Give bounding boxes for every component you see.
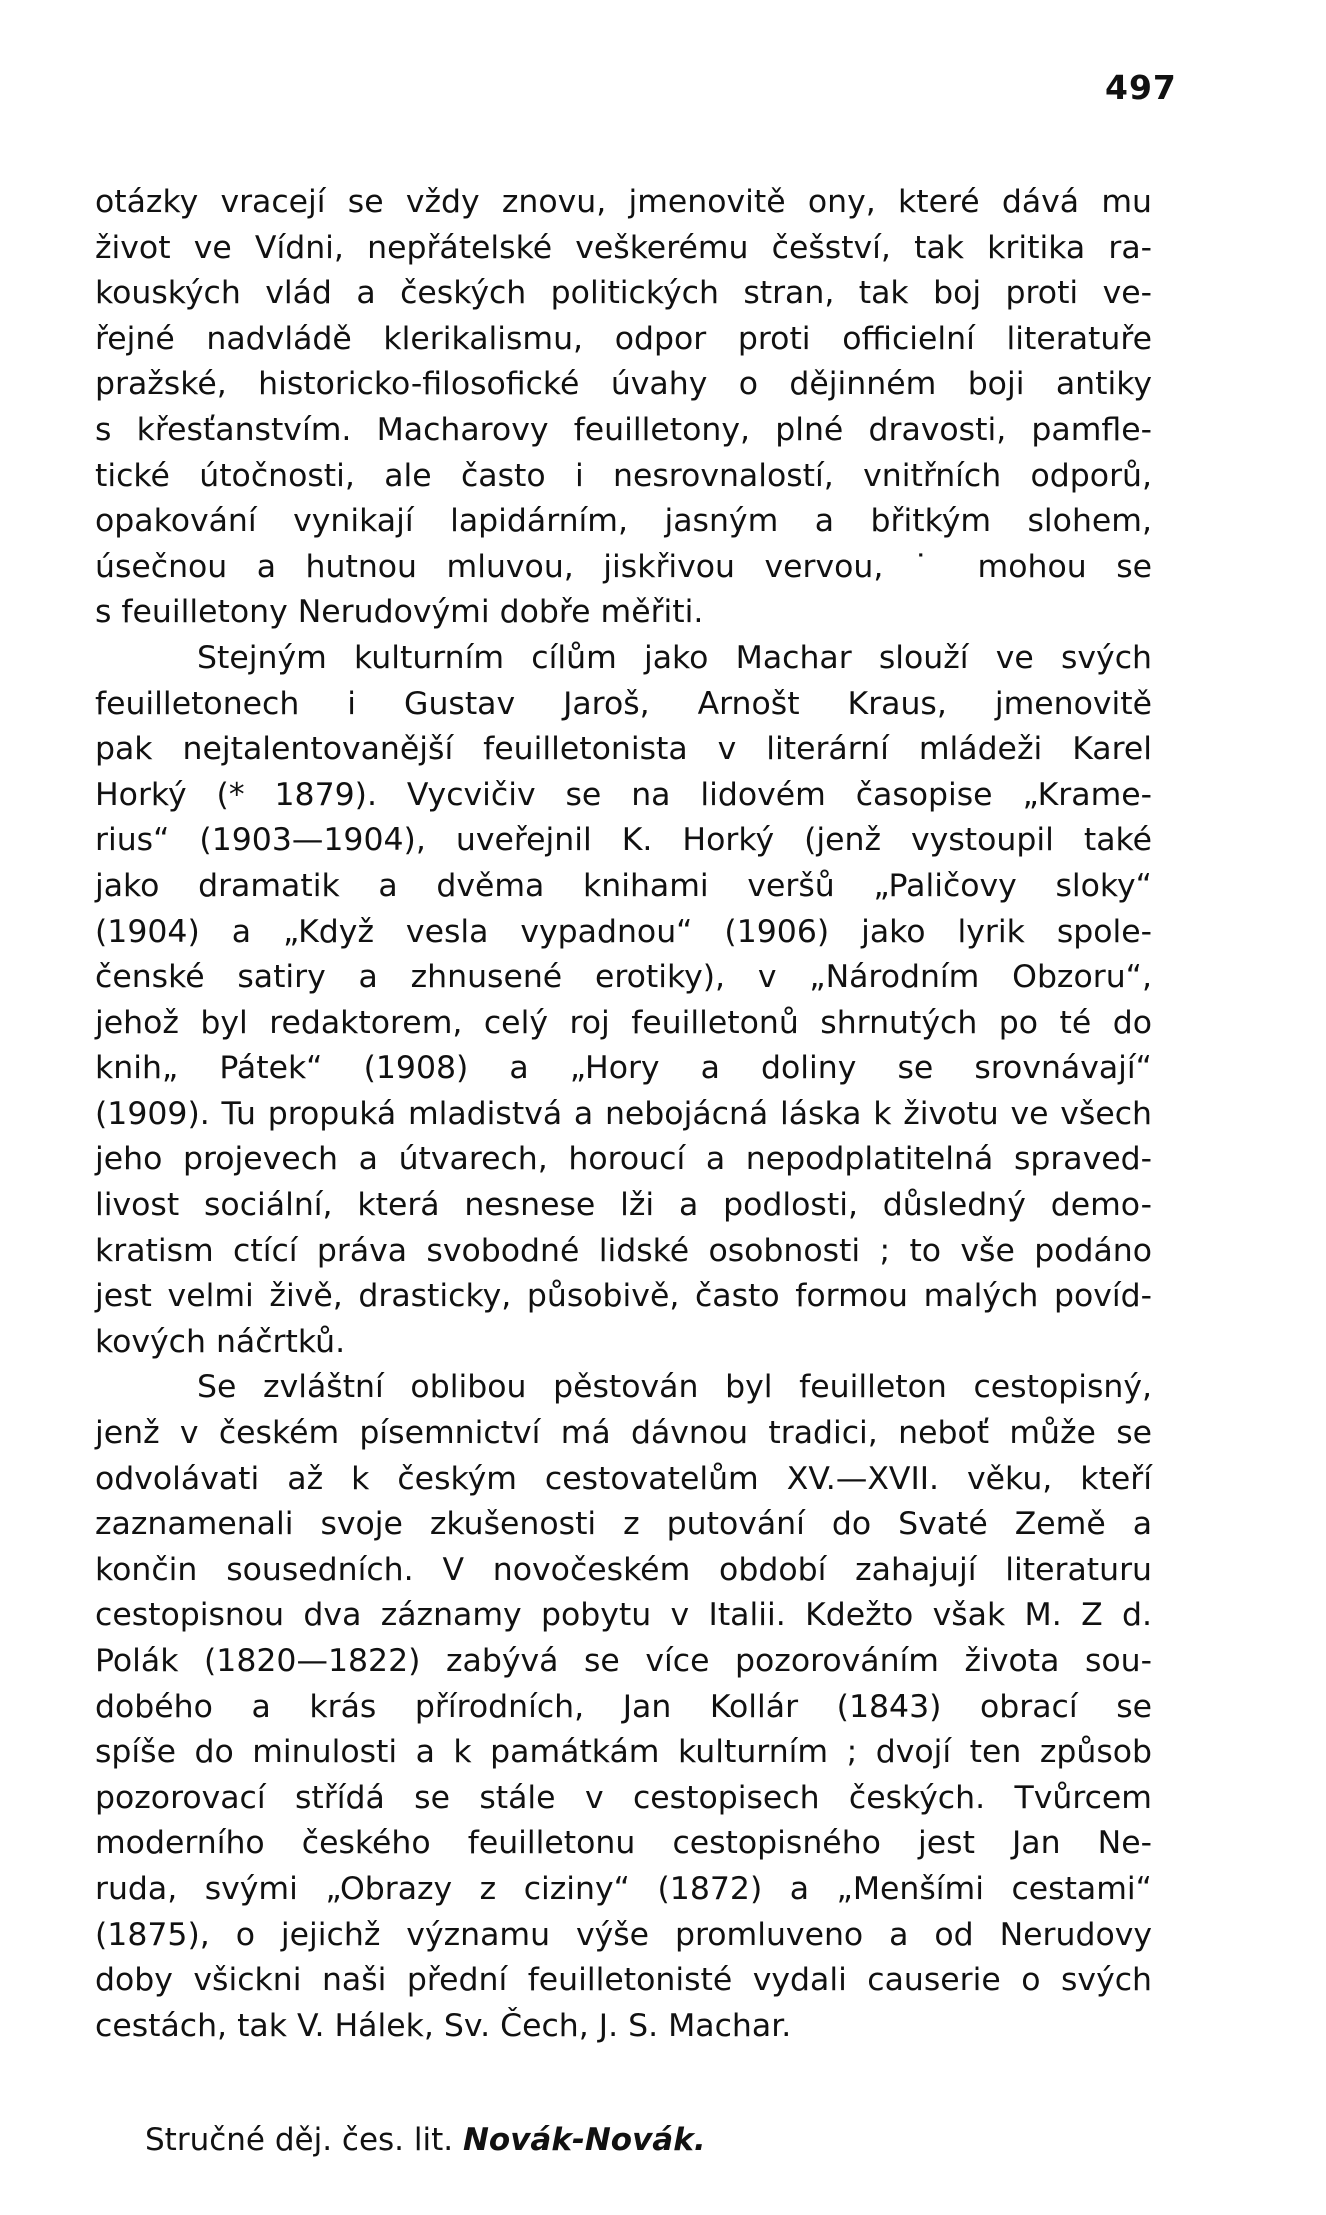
- page-number: 497: [1105, 68, 1177, 107]
- text-line: život ve Vídni, nepřátelské veškerému češství, tak kritika ra-: [95, 229, 1152, 266]
- text-line: knih„ Pátek“ (1908) a „Hory a doliny se srovnávají“: [95, 1050, 1152, 1087]
- paragraph: [95, 1365, 1152, 2049]
- text-line: Se zvláštní oblibou pěstován byl feuilleton cestopisný,: [197, 1369, 1152, 1406]
- text-line: doby všickni naši přední feuilletonisté vydali causerie o svých: [95, 1962, 1152, 1999]
- text-line: úsečnou a hutnou mluvou, jiskřivou vervou, ˙ mohou se: [95, 548, 1152, 585]
- text-line: (1904) a „Když vesla vypadnou“ (1906) jako lyrik spole-: [95, 913, 1152, 950]
- text-line: řejné nadvládě klerikalismu, odpor proti officielní literatuře: [95, 320, 1152, 357]
- text-line: opakování vynikají lapidárním, jasným a břitkým slohem,: [95, 503, 1152, 540]
- text-line: kouských vlád a českých politických stran, tak boj proti ve-: [95, 275, 1152, 312]
- text-line: spíše do minulosti a k památkám kulturním ; dvojí ten způsob: [95, 1734, 1152, 1771]
- text-line: ruda, svými „Obrazy z ciziny“ (1872) a „Menšími cestami“: [95, 1870, 1152, 1907]
- text-line: pozorovací střídá se stále v cestopisech českých. Tvůrcem: [95, 1779, 1152, 1816]
- text-line: odvolávati až k českým cestovatelům XV.—XVII. věku, kteří: [95, 1460, 1152, 1497]
- text-line: jeho projevech a útvarech, horoucí a nepodplatitelná spraved-: [95, 1141, 1152, 1178]
- text-line: kových náčrtků.: [95, 1323, 346, 1360]
- text-line: (1909). Tu propuká mladistvá a nebojácná láska k životu ve všech: [95, 1095, 1152, 1132]
- text-line: livost sociální, která nesnese lži a podlosti, důsledný demo-: [95, 1187, 1152, 1224]
- text-line: cestách, tak V. Hálek, Sv. Čech, J. S. Machar.: [95, 2007, 792, 2044]
- text-line: Polák (1820—1822) zabývá se více pozorováním života sou-: [95, 1643, 1152, 1679]
- text-line: Stejným kulturním cílům jako Machar slouží ve svých: [197, 639, 1152, 676]
- text-line: feuilletonech i Gustav Jaroš, Arnošt Kraus, jmenovitě: [95, 685, 1152, 722]
- text-line: tické útočnosti, ale často i nesrovnalostí, vnitřních odporů,: [95, 457, 1152, 494]
- text-line: Horký (* 1879). Vycvičiv se na lidovém časopise „Krame-: [95, 776, 1152, 813]
- text-line: s křesťanstvím. Macharovy feuilletony, plné dravosti, pamfle-: [95, 411, 1152, 448]
- text-line: kratism ctící práva svobodné lidské osobnosti ; to vše podáno: [95, 1232, 1152, 1269]
- text-line: pak nejtalentovanější feuilletonista v literární mládeži Karel: [95, 731, 1152, 768]
- footer-text: Stručné děj. čes. lit.: [145, 2122, 454, 2158]
- text-line: s feuilletony Nerudovými dobře měřiti.: [95, 594, 704, 631]
- text-line: dobého a krás přírodních, Jan Kollár (1843) obrací se: [95, 1688, 1152, 1725]
- text-line: moderního českého feuilletonu cestopisného jest Jan Ne-: [95, 1825, 1152, 1862]
- footer-signature: [145, 2122, 706, 2158]
- paragraph: [95, 636, 1152, 1366]
- text-line: zaznamenali svoje zkušenosti z putování do Svaté Země a: [95, 1506, 1152, 1543]
- text-line: cestopisnou dva záznamy pobytu v Italii. Kdežto však M. Z d.: [95, 1597, 1152, 1634]
- text-line: (1875), o jejichž významu výše promluveno a od Nerudovy: [95, 1916, 1152, 1953]
- footer-author: Novák-Novák.: [462, 2122, 706, 2158]
- text-line: jehož byl redaktorem, celý roj feuilletonů shrnutých po té do: [95, 1004, 1152, 1041]
- body-text: [95, 180, 1152, 2049]
- text-line: jako dramatik a dvěma knihami veršů „Paličovy sloky“: [95, 867, 1152, 904]
- paragraph: [95, 180, 1152, 636]
- text-line: jest velmi živě, drasticky, působivě, často formou malých povíd-: [95, 1278, 1152, 1315]
- text-line: čenské satiry a zhnusené erotiky), v „Národním Obzoru“,: [95, 959, 1152, 996]
- text-line: rius“ (1903—1904), uveřejnil K. Horký (jenž vystoupil také: [95, 822, 1152, 859]
- text-line: jenž v českém písemnictví má dávnou tradici, neboť může se: [95, 1415, 1152, 1452]
- text-line: otázky vracejí se vždy znovu, jmenovitě ony, které dává mu: [95, 184, 1152, 220]
- text-line: pražské, historicko-filosofické úvahy o dějinném boji antiky: [95, 366, 1152, 403]
- text-line: končin sousedních. V novočeském období zahajují literaturu: [95, 1551, 1152, 1588]
